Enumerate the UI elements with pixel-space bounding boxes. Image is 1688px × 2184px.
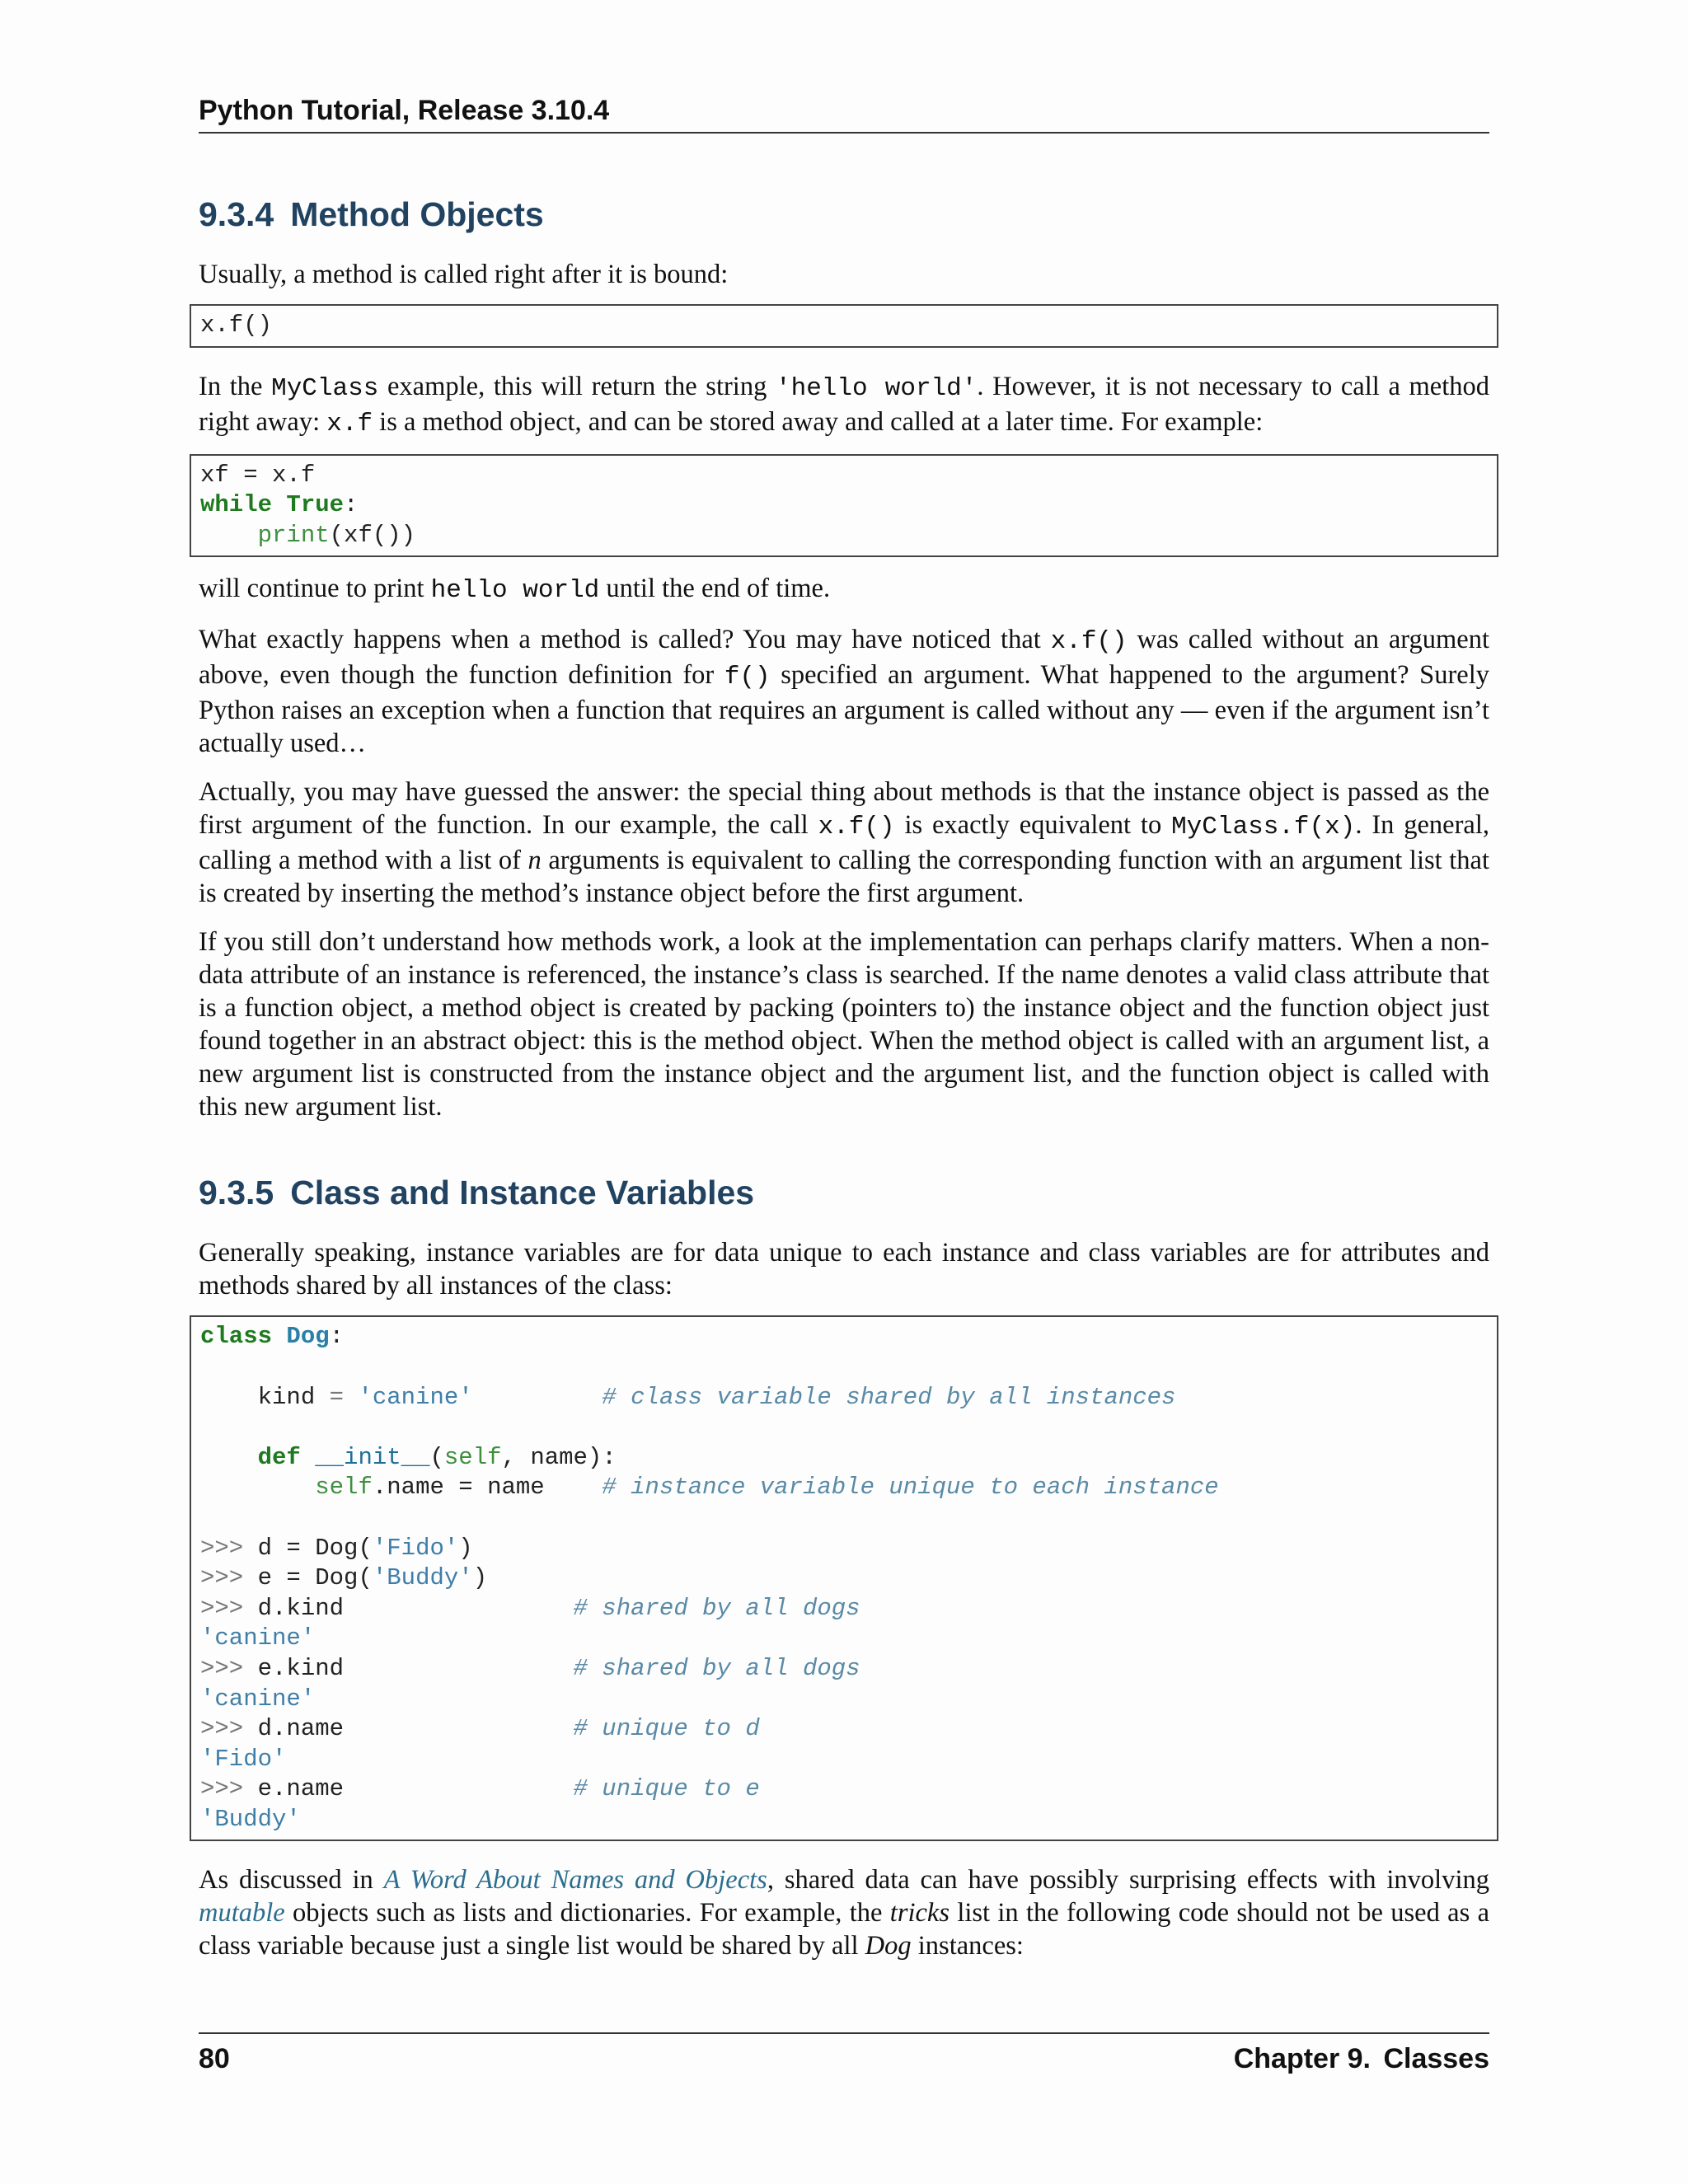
code-block bbox=[190, 304, 1498, 348]
code-token: kind bbox=[257, 1383, 316, 1411]
code-token: (xf()) bbox=[329, 521, 416, 549]
code-token: ) bbox=[472, 1564, 488, 1592]
class-name: Dog bbox=[286, 1323, 330, 1351]
keyword: class bbox=[200, 1323, 273, 1351]
link-mutable[interactable]: mutable bbox=[199, 1898, 285, 1929]
string-literal: 'canine' bbox=[358, 1383, 473, 1411]
builtin: self bbox=[443, 1443, 502, 1471]
code-token: e = Dog( bbox=[257, 1564, 373, 1592]
string-literal: 'Buddy' bbox=[200, 1805, 301, 1833]
string-literal: 'Fido' bbox=[200, 1745, 287, 1773]
page-content bbox=[199, 191, 1489, 1962]
code-line: x.f() bbox=[200, 312, 273, 339]
text: is a method object, and can be stored away and called at a later time. For example: bbox=[373, 406, 1264, 437]
text: As discussed in bbox=[199, 1865, 384, 1896]
paragraph bbox=[199, 623, 1489, 760]
text: will continue to print bbox=[199, 574, 431, 604]
page-number: 80 bbox=[199, 2043, 230, 2074]
text: Actually, you may have guessed the answer: the special thing about methods is that the instance object is passed as the first argument of the function. In our example, the call bbox=[199, 777, 1489, 841]
string-literal: 'canine' bbox=[200, 1685, 316, 1713]
code-comment: # unique to e bbox=[573, 1775, 760, 1803]
string-literal: 'Buddy' bbox=[372, 1564, 473, 1592]
prompt: >>> bbox=[200, 1654, 244, 1682]
code-comment: # class variable shared by all instances bbox=[602, 1383, 1176, 1411]
header-title: Python Tutorial, Release 3.10.4 bbox=[199, 95, 610, 126]
prompt: >>> bbox=[200, 1534, 244, 1562]
code-token: , name): bbox=[501, 1443, 617, 1471]
code-token: : bbox=[329, 1323, 345, 1351]
text: objects such as lists and dictionaries. For example, the bbox=[284, 1898, 890, 1929]
section-title: Method Objects bbox=[290, 195, 544, 233]
prompt: >>> bbox=[200, 1715, 244, 1743]
indent bbox=[200, 522, 258, 549]
text: is exactly equivalent to bbox=[894, 810, 1172, 841]
builtin: print bbox=[257, 521, 330, 549]
code-token: e.name bbox=[257, 1775, 345, 1803]
operator: = bbox=[329, 1383, 345, 1411]
builtin: self bbox=[315, 1474, 373, 1502]
string-literal: 'canine' bbox=[200, 1624, 316, 1652]
code-comment: # unique to d bbox=[573, 1715, 760, 1743]
text: . In general, calling a method with a list of bbox=[199, 810, 1490, 876]
code-token: : bbox=[344, 491, 359, 519]
footer-chapter bbox=[1234, 2041, 1489, 2077]
code-token: d.kind bbox=[257, 1594, 345, 1622]
section-title: Class and Instance Variables bbox=[290, 1174, 755, 1212]
string-literal: 'Fido' bbox=[372, 1534, 459, 1562]
chapter-label: Chapter 9. bbox=[1233, 2043, 1371, 2074]
inline-code: f() bbox=[724, 663, 771, 692]
section-number: 9.3.4 bbox=[199, 195, 274, 233]
code-comment: # instance variable unique to each instance bbox=[602, 1474, 1219, 1502]
text: What exactly happens when a method is called? You may have noticed that bbox=[199, 625, 1051, 655]
code-token: ) bbox=[458, 1534, 473, 1562]
text: specified an argument. What happened to the argument? Surely Python raises an exception when a function that requires an argument is called without any — even if the argument isn’t actually used… bbox=[199, 660, 1489, 759]
paragraph bbox=[199, 776, 1489, 910]
code-token: ( bbox=[429, 1443, 444, 1471]
code-token: .name = name bbox=[372, 1474, 545, 1502]
inline-code: MyClass bbox=[271, 373, 379, 403]
paragraph: If you still don’t understand how methods work, a look at the implementation can perhaps clarify matters. When a non-data attribute of an instance is referenced, the instance’s class is searched. If the name denotes a valid class attribute that is a function object, a method object is created by packing (pointers to) the instance object and the function object just found together in an abstract object: this is the method object. When the method object is called with an argument list, a new argument list is constructed from the instance object and the argument list, and the function object is called with this new argument list. bbox=[199, 927, 1489, 1122]
text: was called without an argument above, even though the function definition for bbox=[199, 625, 1489, 691]
running-header bbox=[199, 92, 1489, 134]
inline-code: x.f bbox=[326, 409, 373, 438]
paragraph bbox=[199, 370, 1489, 441]
code-line: xf = x.f bbox=[200, 461, 316, 489]
paragraph bbox=[199, 1863, 1489, 1962]
prompt: >>> bbox=[200, 1594, 244, 1622]
inline-code: 'hello world' bbox=[775, 373, 978, 403]
keyword: True bbox=[286, 491, 345, 519]
inline-code: MyClass.f(x) bbox=[1171, 813, 1356, 842]
section-heading-method-objects bbox=[199, 191, 1489, 237]
emphasis: tricks bbox=[889, 1898, 950, 1929]
code-block bbox=[190, 1315, 1498, 1841]
text: arguments is equivalent to calling the corresponding function with an argument list that is created by inserting the method’s instance object before the first argument. bbox=[199, 846, 1489, 909]
paragraph: Generally speaking, instance variables are for data unique to each instance and class variables are for attributes and methods shared by all instances of the class: bbox=[199, 1238, 1489, 1301]
code-comment: # shared by all dogs bbox=[573, 1654, 860, 1682]
text: instances: bbox=[911, 1931, 1024, 1961]
text: , shared data can have possibly surprising effects with involving bbox=[767, 1865, 1489, 1896]
section-number: 9.3.5 bbox=[199, 1174, 274, 1212]
code-token: d.name bbox=[257, 1715, 345, 1743]
function-name: __init__ bbox=[315, 1443, 430, 1471]
emphasis: Dog bbox=[865, 1931, 912, 1961]
text: until the end of time. bbox=[599, 574, 831, 604]
chapter-title: Classes bbox=[1383, 2043, 1489, 2074]
code-token: d = Dog( bbox=[257, 1534, 373, 1562]
code-block bbox=[190, 454, 1498, 558]
paragraph: Usually, a method is called right after it is bound: bbox=[199, 260, 729, 289]
text: . However, it is not necessary to call a method right away: bbox=[199, 371, 1490, 437]
paragraph bbox=[199, 572, 1489, 607]
emphasis: n bbox=[528, 846, 542, 876]
running-footer bbox=[199, 2032, 1489, 2077]
prompt: >>> bbox=[200, 1564, 244, 1592]
text: list in the following code should not be used as a class variable because just a single list would be shared by all bbox=[199, 1898, 1490, 1961]
code-token: e.kind bbox=[257, 1654, 345, 1682]
link-names-and-objects[interactable]: A Word About Names and Objects bbox=[383, 1865, 767, 1896]
keyword: def bbox=[257, 1443, 301, 1471]
prompt: >>> bbox=[200, 1775, 244, 1803]
text: example, this will return the string bbox=[378, 371, 776, 401]
text: In the bbox=[199, 371, 272, 401]
keyword: while bbox=[200, 491, 273, 519]
inline-code: x.f() bbox=[818, 813, 895, 842]
inline-code: hello world bbox=[430, 576, 600, 606]
section-heading-class-instance-variables bbox=[199, 1169, 1489, 1216]
inline-code: x.f() bbox=[1050, 627, 1128, 657]
code-comment: # shared by all dogs bbox=[573, 1594, 860, 1622]
